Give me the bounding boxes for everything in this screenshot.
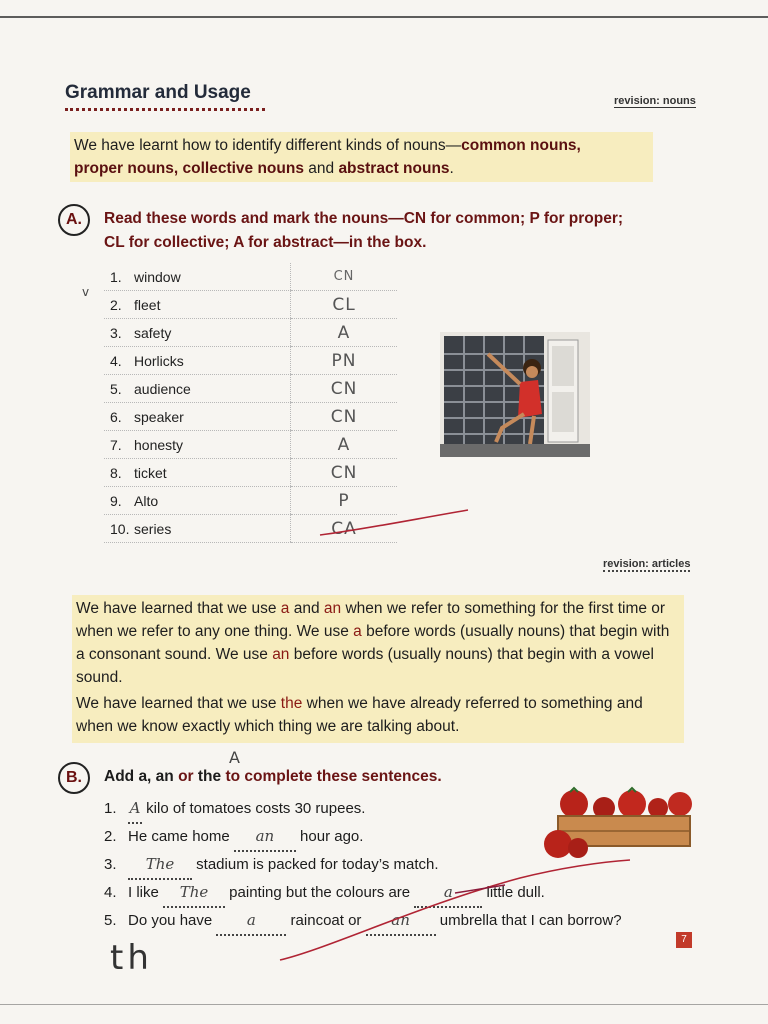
tag-revision-articles: revision: articles [603,558,691,570]
table-row [104,487,397,515]
articles-paragraph-1: We have learned that we use a and an when we refer to something for the first time or when we refer to any one thing. We use a before words (usually nouns) that begin with a consonant sound. We use an before words (usually nouns) that begin with a vowel sound. [76,600,670,686]
item-number: 2. [110,296,122,313]
handwritten-a: A [229,748,240,767]
item-number: 9. [110,492,122,509]
blank-field[interactable]: a [216,906,286,936]
sentence-2: 2. He came home an hour ago. [104,822,622,850]
item-word: series [134,520,172,537]
answer-box[interactable]: CN [291,403,398,431]
item-word: ticket [134,464,167,481]
tomato-crate-illustration [540,784,700,862]
bottom-border-line [0,1004,768,1005]
blank-field[interactable]: an [366,906,436,936]
table-row [104,375,397,403]
articles-paragraph-2: We have learned that we use the when we have already referred to something and when we know exactly which thing we are talking about. [76,695,643,735]
item-word: window [134,268,181,285]
item-word: Alto [134,492,159,509]
answer-box[interactable]: CL [291,291,398,319]
sentence-4: 4. I like The painting but the colours are a little dull. [104,878,622,906]
exercise-a-line1: Read these words and mark the nouns—CN for common; P for proper; [104,210,624,227]
intro-and: and [303,160,339,177]
answer-box[interactable]: CN [291,263,398,291]
answer-box[interactable]: A [291,431,398,459]
answer-box[interactable]: P [291,487,398,515]
girl-at-window-illustration [440,332,590,457]
item-word: honesty [134,436,184,453]
intro-proper: proper nouns, collective nouns [74,160,304,177]
sentence-5: 5. Do you have a raincoat or an umbrella that I can borrow? [104,906,622,934]
handwritten-th: th [110,938,153,978]
intro-common: common nouns, [461,137,581,154]
item-word: fleet [134,296,161,313]
blank-field[interactable]: The [163,878,225,908]
intro-abstract: abstract nouns [338,160,450,177]
item-word: Horlicks [134,352,184,369]
answer-box[interactable]: CA [291,515,398,543]
exercise-a-line2: CL for collective; A for abstract—in the box. [104,234,427,251]
item-number: 4. [110,352,122,369]
intro-text: We have learnt how to identify different kinds of nouns— [74,137,462,154]
blank-field[interactable]: A [128,794,142,824]
item-number: 7. [110,436,122,453]
exercise-b-instructions: Add a, an or the to complete these sentences. [104,768,442,785]
title-dotted-underline [65,108,265,111]
sentence-1: 1. A kilo of tomatoes costs 30 rupees. [104,794,622,822]
table-row [104,347,397,375]
exercise-a-label: A. [58,204,90,236]
exercise-b-label: B. [58,762,90,794]
item-word: speaker [134,408,184,425]
blank-field[interactable]: a [414,878,482,908]
item-number: 1. [110,268,122,285]
answer-box[interactable]: CN [291,375,398,403]
item-number: 5. [110,380,122,397]
item-word: audience [134,380,191,397]
item-number: 10. [110,520,130,537]
item-number: 3. [110,324,122,341]
tick-mark: v [82,285,90,299]
top-border-line [0,16,768,18]
table-row [104,515,397,543]
item-number: 8. [110,464,122,481]
tag-revision-nouns: revision: nouns [614,95,696,107]
item-number: 6. [110,408,122,425]
table-row [104,291,397,319]
answer-box[interactable]: A [291,319,398,347]
exercise-a-instructions [104,207,684,255]
table-row [104,431,397,459]
articles-box [72,595,684,743]
blank-field[interactable]: The [128,850,192,880]
answer-box[interactable]: PN [291,347,398,375]
table-row [104,319,397,347]
page-number: 7 [676,932,692,948]
table-row [104,403,397,431]
item-word: safety [134,324,172,341]
answer-box[interactable]: CN [291,459,398,487]
table-row [104,263,397,291]
intro-end: . [449,160,454,177]
table-row [104,459,397,487]
sentence-3: 3. The stadium is packed for today’s match. [104,850,622,878]
section-title: Grammar and Usage [65,82,251,103]
blank-field[interactable]: an [234,822,296,852]
nouns-table [104,263,397,543]
intro-box [70,132,653,182]
